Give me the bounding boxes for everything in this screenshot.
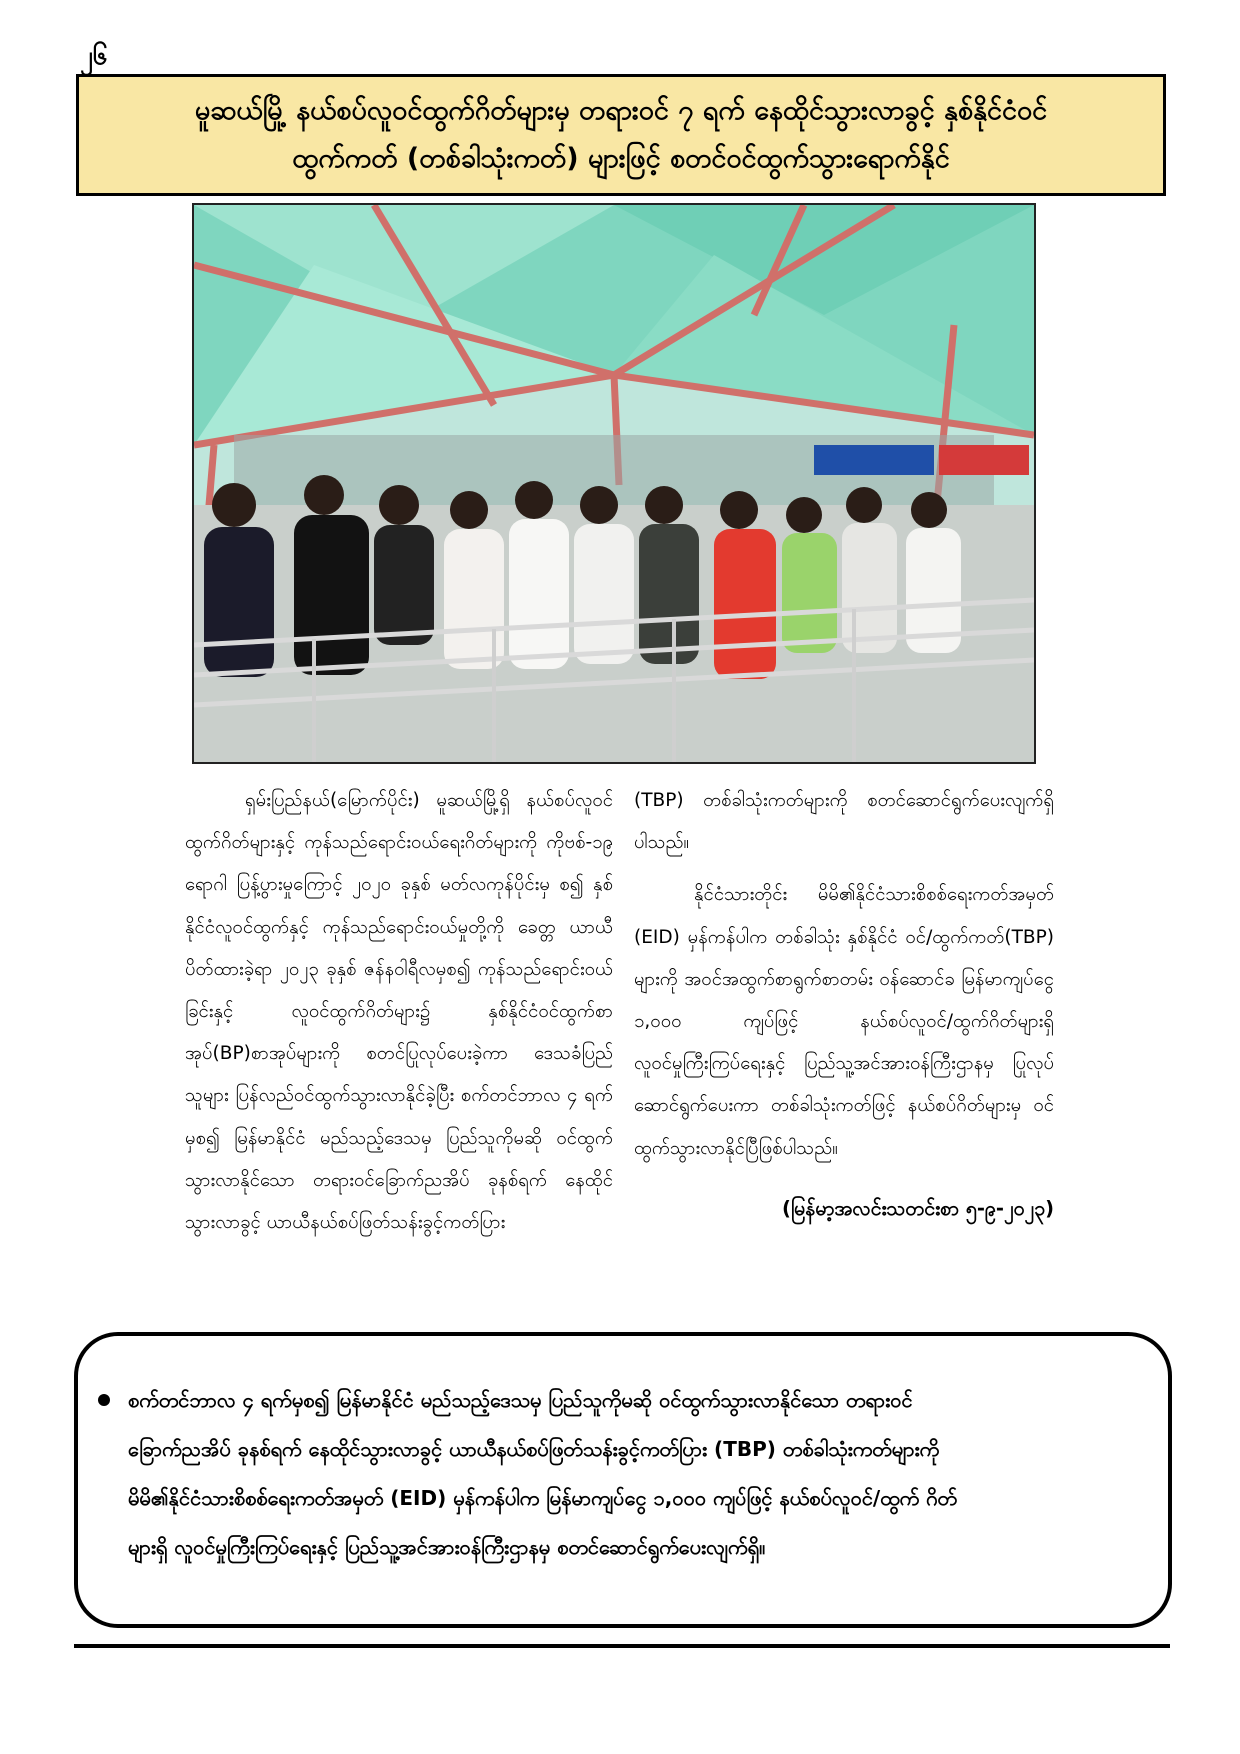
page-number: ၂၆: [80, 41, 108, 71]
headline-box: [76, 74, 1166, 196]
bullet-icon: [98, 1394, 110, 1406]
summary-box: [74, 1332, 1172, 1628]
summary-line: စက်တင်ဘာလ ၄ ရက်မှစ၍ မြန်မာနိုင်ငံ မည်သည့်ဒေသမှ ပြည်သူကိုမဆို ဝင်ထွက်သွားလာနိုင်သော တရားဝင်: [128, 1388, 913, 1412]
article-column-right: [634, 780, 1054, 1230]
article-paragraph-continued: (TBP) တစ်ခါသုံးကတ်များကို စတင်ဆောင်ရွက်ပေးလျက်ရှိပါသည်။: [634, 790, 1054, 854]
headline-line-1: မူဆယ်မြို့ နယ်စပ်လူဝင်ထွက်ဂိတ်များမှ တရားဝင် ၇ ရက် နေထိုင်သွားလာခွင့် နှစ်နိုင်ငံဝင်: [194, 95, 1048, 126]
article-paragraph-2: နိုင်ငံသားတိုင်း မိမိ၏နိုင်ငံသားစိစစ်ရေးကတ်အမှတ် (EID) မှန်ကန်ပါက တစ်ခါသုံး နှစ်နိုင်ငံ ဝင်/ထွက်ကတ်(TBP) များကို အဝင်အထွက်စာရွက်စာတမ်း ဝန်ဆောင်ခ မြန်မာကျပ်ငွေ ၁,၀၀၀ ကျပ်ဖြင့် နယ်စပ်လူဝင်/ထွက်ဂိတ်များရှိ လူဝင်မှုကြီးကြပ်ရေးနှင့် ပြည်သူ့အင်အားဝန်ကြီးဌာနမှ ပြုလုပ်ဆောင်ရွက်ပေးကာ တစ်ခါသုံးကတ်ဖြင့် နယ်စပ်ဂိတ်များမှ ဝင်ထွက်သွားလာနိုင်ပြီဖြစ်ပါသည်။: [634, 884, 1054, 1159]
bottom-rule: [74, 1644, 1170, 1648]
article-column-left: [185, 780, 613, 1244]
headline-line-2: ထွက်ကတ် (တစ်ခါသုံးကတ်) များဖြင့် စတင်ဝင်ထွက်သွားရောက်နိုင်: [292, 143, 950, 174]
summary-line: ခြောက်ညအိပ် ခုနစ်ရက် နေထိုင်သွားလာခွင့် ယာယီနယ်စပ်ဖြတ်သန်းခွင့်ကတ်ပြား (TBP) တစ်ခါသုံးကတ်များကို: [128, 1437, 940, 1461]
article-source: (မြန်မာ့အလင်းသတင်းစာ ၅-၉-၂၀၂၃): [781, 1196, 1054, 1220]
news-photo: [192, 203, 1036, 764]
summary-bullet: [128, 1376, 1128, 1572]
summary-line: များရှိ လူဝင်မှုကြီးကြပ်ရေးနှင့် ပြည်သူ့အင်အားဝန်ကြီးဌာနမှ စတင်ဆောင်ရွက်ပေးလျက်ရှိ။: [128, 1535, 766, 1559]
article-paragraph: ရှမ်းပြည်နယ်(မြောက်ပိုင်း) မူဆယ်မြို့ရှိ နယ်စပ်လူဝင်ထွက်ဂိတ်များနှင့် ကုန်သည်ရောင်းဝယ်ရေးဂိတ်များကို ကိုဗစ်-၁၉ ရောဂါ ပြန့်ပွားမှုကြောင့် ၂၀၂၀ ခုနှစ် မတ်လကုန်ပိုင်းမှ စ၍ နှစ်နိုင်ငံလူဝင်ထွက်နှင့် ကုန်သည်ရောင်းဝယ်မှုတို့ကို ခေတ္တ ယာယီပိတ်ထားခဲ့ရာ ၂၀၂၃ ခုနှစ် ဇန်နဝါရီလမှစ၍ ကုန်သည်ရောင်းဝယ်ခြင်းနှင့် လူဝင်ထွက်ဂိတ်များ၌ နှစ်နိုင်ငံဝင်ထွက်စာအုပ်(BP)စာအုပ်များကို စတင်ပြုလုပ်ပေးခဲ့ကာ ဒေသခံပြည်သူများ ပြန်လည်ဝင်ထွက်သွားလာနိုင်ခဲ့ပြီး စက်တင်ဘာလ ၄ ရက်မှစ၍ မြန်မာနိုင်ငံ မည်သည့်ဒေသမှ ပြည်သူကိုမဆို ဝင်ထွက်သွားလာနိုင်သော တရားဝင်ခြောက်ညအိပ် ခုနစ်ရက် နေထိုင်သွားလာခွင့် ယာယီနယ်စပ်ဖြတ်သန်းခွင့်ကတ်ပြား: [185, 790, 613, 1234]
summary-line: မိမိ၏နိုင်ငံသားစိစစ်ရေးကတ်အမှတ် (EID) မှန်ကန်ပါက မြန်မာကျပ်ငွေ ၁,၀၀၀ ကျပ်ဖြင့် နယ်စပ်လူဝင်/ထွက် ဂိတ်: [128, 1486, 958, 1510]
